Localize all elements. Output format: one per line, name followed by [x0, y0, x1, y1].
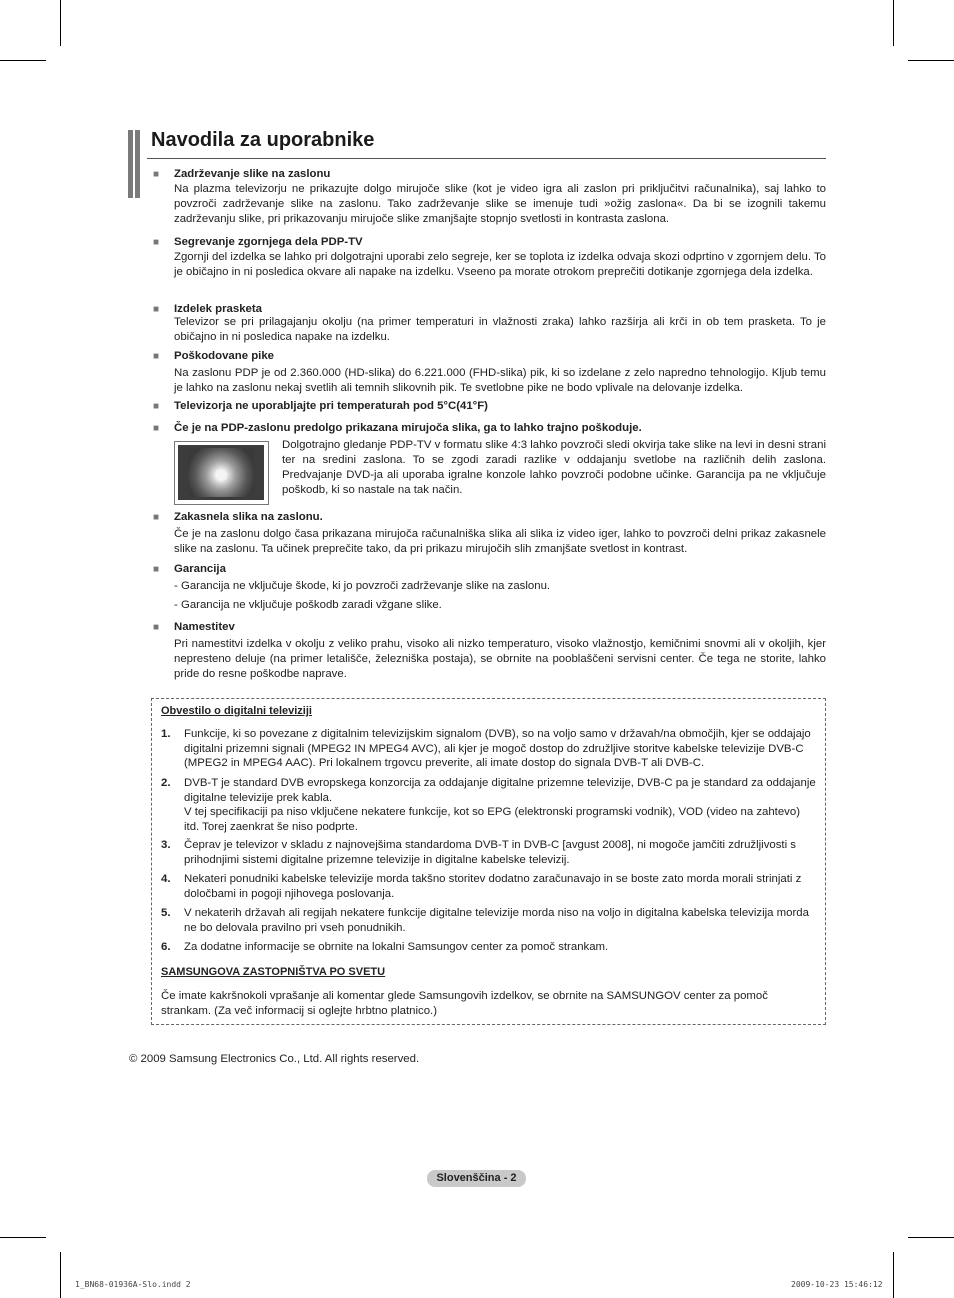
- heading-bar: [135, 130, 140, 198]
- section-crackling: [153, 302, 826, 345]
- notice-item-number: 1.: [161, 728, 171, 740]
- crop-mark: [0, 60, 46, 61]
- section-heading: Zakasnela slika na zaslonu.: [174, 511, 323, 523]
- bullet-square-icon: ■: [153, 512, 160, 523]
- section-image-retention: [153, 167, 826, 227]
- crop-mark: [893, 0, 894, 46]
- crop-mark: [60, 0, 61, 46]
- section-body: Pri namestitvi izdelka v okolju z veliko prahu, visoko ali nizko temperaturo, visoko vlažnostjo, kemičnimi snovmi ali v okoljih, kjer nepresteno deluje (na primer letališče, železniška postaja), se obrnite na pooblaščeni servisni center. Če tega ne storite, lahko pride do resne poškodbe naprave.: [174, 638, 826, 680]
- crop-mark: [60, 1252, 61, 1298]
- section-heading: Namestitev: [174, 621, 235, 633]
- image-description: Dolgotrajno gledanje PDP-TV v formatu slike 4:3 lahko povzroči sledi okvirja take slike na levi in desni strani ter na sredini zaslona. To se zgodi zaradi razlike v oddajanju svetlobe na različnih delih zaslona. Predvajanje DVD-ja ali uporaba igralne konzole lahko povzroči podobne učinke. Garancija pa ne vključuje poškodb, ki so nastale na tak način.: [282, 439, 826, 496]
- digital-tv-notice-box: [151, 698, 826, 1025]
- notice-item-text: V nekaterih državah ali regijah nekatere funkcije digitalne televizije morda niso na voljo in digitalna kabelska televizija morda ne bo delovala pravilno pri vseh ponudnikih.: [184, 907, 809, 934]
- bullet-square-icon: ■: [153, 401, 160, 412]
- section-heading: Poškodovane pike: [174, 350, 275, 362]
- notice-item: [161, 872, 816, 901]
- section-delayed-image: [153, 510, 826, 557]
- notice-item-number: 4.: [161, 873, 171, 885]
- page-title: Navodila za uporabnike: [151, 129, 375, 151]
- section-body: Na plazma televizorju ne prikazujte dolgo mirujoče slike (kot je video igra ali zaslon pri priključitvi računalnika), saj lahko to povzroči zadrževanje slike na zaslonu. Tako zadrževanje slike se imenuje tudi »ožig zaslona«. Da bi se izognili takemu zadrževanju slike, pri prikazovanju mirujoče slike zmanjšajte stopnjo svetlosti in kontrasta zaslona.: [174, 183, 826, 225]
- notice-item: [161, 838, 816, 867]
- notice-item: [161, 906, 816, 935]
- crop-mark: [908, 60, 954, 61]
- section-heading: Zadrževanje slike na zaslonu: [174, 168, 331, 180]
- notice-item-text: Funkcije, ki so povezane z digitalnim televizijskim signalom (DVB), so na voljo samo v državah/na območjih, kjer se oddajajo digitalni prizemni signali (MPEG2 IN MPEG4 AVC), ali kjer je mogoč dostop do združljive storitve kabelske televizije DVB-C (MPEG2 in MPEG4 AAC). Pri lokalnem trgovcu preverite, ali imate dostop do signala DVB-T ali DVB-C.: [184, 728, 811, 769]
- print-slug-file: 1_BN68-01936A-Slo.indd 2: [75, 1280, 191, 1289]
- section-dead-pixels: [153, 349, 826, 396]
- notice-item-number: 2.: [161, 777, 171, 789]
- section-temperature: [153, 399, 826, 414]
- notice-item-number: 5.: [161, 907, 171, 919]
- notice-item: [161, 940, 816, 955]
- bullet-square-icon: ■: [153, 351, 160, 362]
- copyright: © 2009 Samsung Electronics Co., Ltd. All rights reserved.: [129, 1053, 420, 1065]
- crop-mark: [0, 1237, 46, 1238]
- section-top-heating: [153, 235, 826, 280]
- section-installation: [153, 620, 826, 682]
- section-body: Na zaslonu PDP je od 2.360.000 (HD-slika) do 6.221.000 (FHD-slika) pik, ki so izdelane z zelo napredno tehnologijo. Kljub temu je lahko na zaslonu nekaj svetlih ali temnih slikovnih pik. Te svetlobne pike ne bodo vplivale na delovanje izdelka.: [174, 367, 826, 394]
- notice-item-text: Nekateri ponudniki kabelske televizije morda takšno storitev dodatno zaračunavajo in se boste zato morda morali strinjati z določbami in pogoji njihovega poslovanja.: [184, 873, 802, 900]
- heading-bar: [128, 130, 133, 198]
- bullet-square-icon: ■: [153, 304, 160, 315]
- bullet-square-icon: ■: [153, 564, 160, 575]
- notice-item-number: 3.: [161, 839, 171, 851]
- section-heading: Izdelek prasketa: [174, 303, 263, 315]
- section-heading: Garancija: [174, 563, 226, 575]
- section-heading: Televizorja ne uporabljajte pri temperaturah pod 5°C(41°F): [174, 400, 488, 412]
- notice-item-number: 6.: [161, 941, 171, 953]
- notice-heading: Obvestilo o digitalni televiziji: [161, 705, 312, 717]
- page-number-badge: Slovenščina - 2: [427, 1170, 526, 1187]
- section-heading: Če je na PDP-zaslonu predolgo prikazana mirujoča slika, ga to lahko trajno poškoduje.: [174, 422, 642, 434]
- crop-mark: [893, 1252, 894, 1298]
- bullet-square-icon: ■: [153, 169, 160, 180]
- section-guarantee: [153, 562, 826, 613]
- section-body: Televizor se pri prilagajanju okolju (na primer temperaturi in vlažnosti zraka) lahko razširja ali krči in ob tem prasketa. To je običajno in ni posledica napake na izdelku.: [174, 316, 826, 343]
- crop-mark: [908, 1237, 954, 1238]
- bullet-square-icon: ■: [153, 423, 160, 434]
- bullet-square-icon: ■: [153, 237, 160, 248]
- notice-item: [161, 776, 816, 834]
- section-heading: Segrevanje zgornjega dela PDP-TV: [174, 236, 363, 248]
- guarantee-line: - Garancija ne vključuje poškodb zaradi vžgane slike.: [174, 599, 442, 611]
- notice-item-text: V tej specifikaciji pa niso vključene nekatere funkcije, kot so EPG (elektronski programski vodnik), VOD (video na zahtevo) itd. Torej zaenkrat še niso podprte.: [184, 806, 801, 833]
- notice-item: [161, 727, 816, 771]
- notice-item-text: Čeprav je televizor v skladu z najnovejšima standardoma DVB-T in DVB-C [avgust 2008], ni mogoče jamčiti združljivosti s prihodnjimi sistemi digitalne prizemne televizije in digitalne kabelske televizij.: [184, 839, 796, 866]
- section-body: Zgornji del izdelka se lahko pri dolgotrajni uporabi zelo segreje, ker se toplota iz izdelka odvaja skozi odprtino v zgornjem delu. To je običajno in ni posledica okvare ali napake na izdelku. Vseeno pa morate otrokom preprečiti dotikanje zgornjega dela izdelka.: [174, 251, 826, 278]
- section-body: Če je na zaslonu dolgo časa prikazana mirujoča računalniška slika ali slika iz video iger, lahko to povzroči delni prikaz zakasnele slike na zaslonu. Ta učinek preprečite tako, da pri prikazu mirujočih slih zmanjšate svetlost in kontrast.: [174, 528, 826, 555]
- notice-item-text: DVB-T je standard DVB evropskega konzorcija za oddajanje digitalne prizemne televizije, DVB-C pa je standard za oddajanje digitalne televizije prek kabla.: [184, 777, 816, 804]
- section-still-image: [153, 421, 826, 436]
- notice-contact-text: Če imate kakršnokoli vprašanje ali komentar glede Samsungovih izdelkov, se obrnite na SAMSUNGOV center za pomoč strankam. (Za več informacij si oglejte hrbtno platnico.): [161, 990, 768, 1017]
- guarantee-line: - Garancija ne vključuje škode, ki jo povzroči zadrževanje slike na zaslonu.: [174, 580, 551, 592]
- notice-subheading: SAMSUNGOVA ZASTOPNIŠTVA PO SVETU: [161, 966, 386, 978]
- bullet-square-icon: ■: [153, 622, 160, 633]
- title-rule: [147, 158, 826, 159]
- tv-screen-image: [174, 441, 269, 505]
- notice-item-text: Za dodatne informacije se obrnite na lokalni Samsungov center za pomoč strankam.: [184, 941, 609, 953]
- print-slug-date: 2009-10-23 15:46:12: [791, 1280, 883, 1289]
